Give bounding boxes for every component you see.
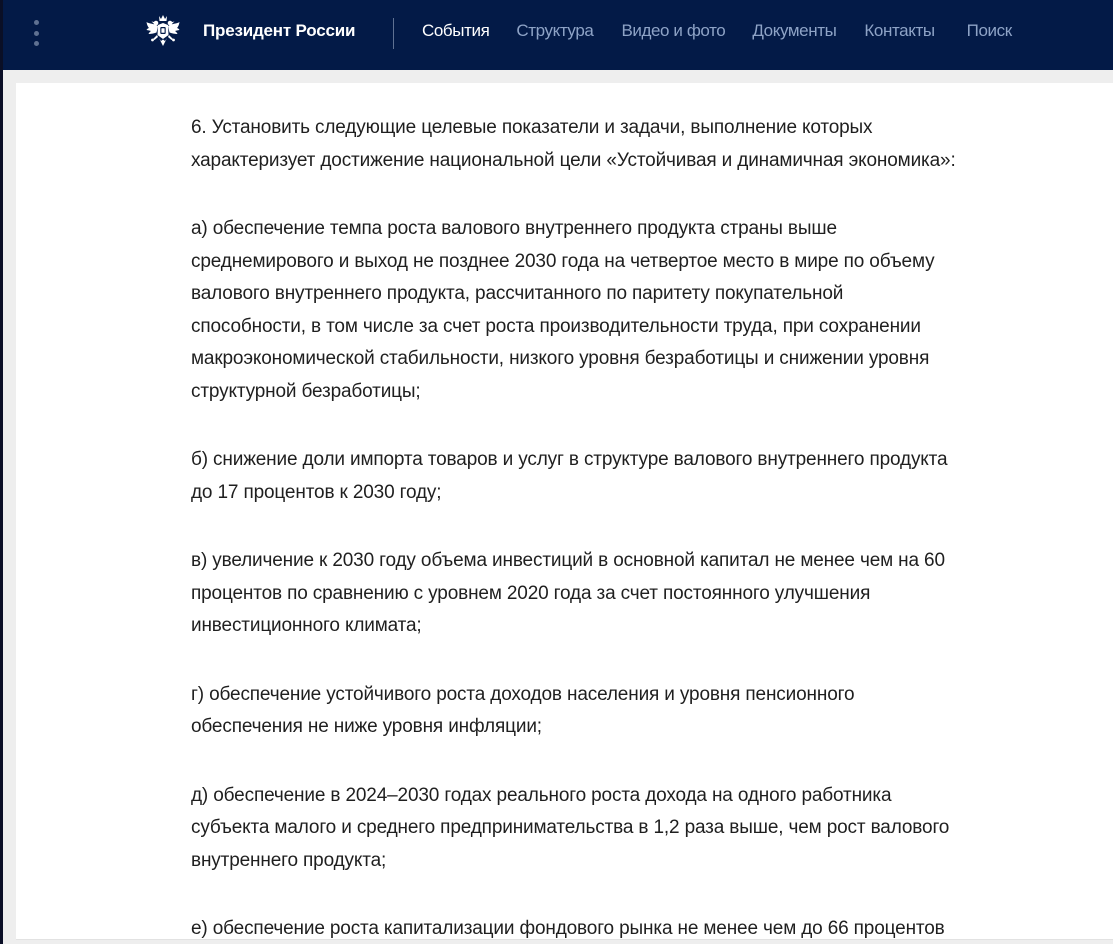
- nav-item-video-photo[interactable]: Видео и фото: [621, 21, 726, 40]
- menu-dot: [34, 41, 39, 46]
- text-line: в) увеличение к 2030 году объема инвестиций в основной капитал не менее чем на 60: [191, 550, 945, 571]
- site-header: [0, 0, 1113, 70]
- paragraph-e-stock-market: [191, 913, 1051, 939]
- text-line: обеспечения не ниже уровня инфляции;: [191, 716, 542, 737]
- menu-dot: [34, 31, 39, 36]
- text-line: а) обеспечение темпа роста валового внутреннего продукта страны выше: [191, 218, 837, 239]
- text-line: до 17 процентов к 2030 году;: [191, 481, 442, 503]
- text-line: макроэкономической стабильности, низкого уровня безработицы и снижении уровня: [191, 348, 930, 369]
- menu-dot: [34, 20, 39, 25]
- nav-item-events[interactable]: События: [422, 21, 490, 40]
- text-line: инвестиционного климата;: [191, 615, 422, 636]
- nav-item-search[interactable]: Поиск: [966, 21, 1012, 40]
- text-line: г) обеспечение устойчивого роста доходов населения и уровня пенсионного: [191, 683, 855, 705]
- text-line: внутреннего продукта;: [191, 849, 387, 871]
- nav-item-contacts[interactable]: Контакты: [864, 21, 935, 40]
- paragraph-b-import-share: [191, 444, 1051, 509]
- paragraph-6-targets: [191, 112, 1051, 177]
- document-article: [191, 112, 1051, 939]
- text-line: способности, в том числе за счет роста производительности труда, при сохранении: [191, 315, 921, 337]
- vertical-dots-menu-icon[interactable]: [30, 20, 42, 46]
- window-left-edge: [0, 0, 3, 944]
- main-navigation: [422, 21, 1012, 41]
- paragraph-a-gdp-growth: [191, 213, 1051, 408]
- text-line: 6. Установить следующие целевые показатели и задачи, выполнение которых: [191, 117, 873, 138]
- paragraph-v-investment: [191, 545, 1051, 643]
- nav-item-documents[interactable]: Документы: [752, 21, 837, 40]
- text-line: среднемирового и выход не позднее 2030 года на четвертое место в мире по объему: [191, 250, 935, 272]
- text-line: процентов по сравнению с уровнем 2020 года за счет постоянного улучшения: [191, 582, 871, 604]
- paragraph-g-income-growth: [191, 679, 1051, 744]
- text-line: д) обеспечение в 2024–2030 годах реального роста дохода на одного работника: [191, 784, 892, 806]
- text-line: е) обеспечение роста капитализации фондового рынка не менее чем до 66 процентов: [191, 918, 945, 939]
- nav-item-structure[interactable]: Структура: [516, 21, 594, 40]
- document-content-card: [16, 83, 1113, 939]
- site-title-link[interactable]: Президент России: [203, 21, 356, 40]
- text-line: б) снижение доли импорта товаров и услуг в структуре валового внутреннего продукта: [191, 449, 948, 470]
- paragraph-d-sme-income: [191, 780, 1051, 878]
- double-headed-eagle-emblem-icon[interactable]: [145, 13, 181, 51]
- text-line: валового внутреннего продукта, рассчитанного по паритету покупательной: [191, 283, 844, 304]
- text-line: структурной безработицы;: [191, 380, 421, 402]
- text-line: характеризует достижение национальной цели «Устойчивая и динамичная экономика»:: [191, 149, 956, 171]
- header-divider: [393, 18, 394, 49]
- viewport-bottom-divider: [16, 939, 1113, 940]
- text-line: субъекта малого и среднего предпринимательства в 1,2 раза выше, чем рост валового: [191, 817, 950, 838]
